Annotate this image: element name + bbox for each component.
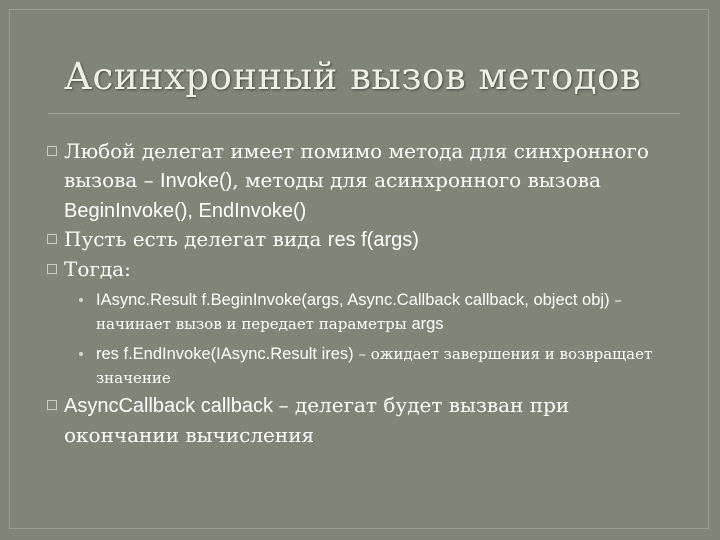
bullet-code: Invoke() xyxy=(160,170,233,192)
subbullet-text: – ожидает завершения и возвращает значение xyxy=(96,345,653,387)
bullet-item-then xyxy=(64,255,684,284)
square-bullet-icon xyxy=(47,264,57,274)
bullet-item-delegate-form xyxy=(64,225,684,255)
subbullet-item-endinvoke xyxy=(96,342,686,390)
dot-bullet-icon xyxy=(79,298,83,302)
bullet-code: res f(args) xyxy=(327,229,419,251)
subbullet-code: args xyxy=(411,315,444,333)
slide-title: Асинхронный вызов методов xyxy=(64,55,642,98)
bullet-code: BeginInvoke(), EndInvoke() xyxy=(64,200,307,222)
bullet-text: Тогда: xyxy=(64,257,131,281)
bullet-item-delegate-methods xyxy=(64,137,684,226)
square-bullet-icon xyxy=(47,400,57,410)
bullet-text: Пусть есть делегат вида xyxy=(64,227,328,251)
bullet-text: Любой делегат имеет помимо метода для синхронного вызова – xyxy=(64,139,649,192)
subbullet-item-begininvoke xyxy=(96,288,686,336)
bullet-text: , методы для асинхронного вызова xyxy=(232,168,601,192)
subbullet-code: res f.EndInvoke(IAsync.Result ires) xyxy=(96,345,354,363)
square-bullet-icon xyxy=(47,234,57,244)
title-divider xyxy=(48,113,680,114)
dot-bullet-icon xyxy=(79,352,83,356)
subbullet-text: – начинает вызов и передает параметры xyxy=(96,291,622,333)
square-bullet-icon xyxy=(47,146,57,156)
bullet-code: AsyncCallback callback xyxy=(64,395,279,417)
bullet-text: – делегат будет вызван при окончании вычисления xyxy=(64,393,570,447)
bullet-item-asynccallback xyxy=(64,391,684,450)
subbullet-code: IAsync.Result f.BeginInvoke(args, Async.Callback callback, object obj) xyxy=(96,291,610,309)
